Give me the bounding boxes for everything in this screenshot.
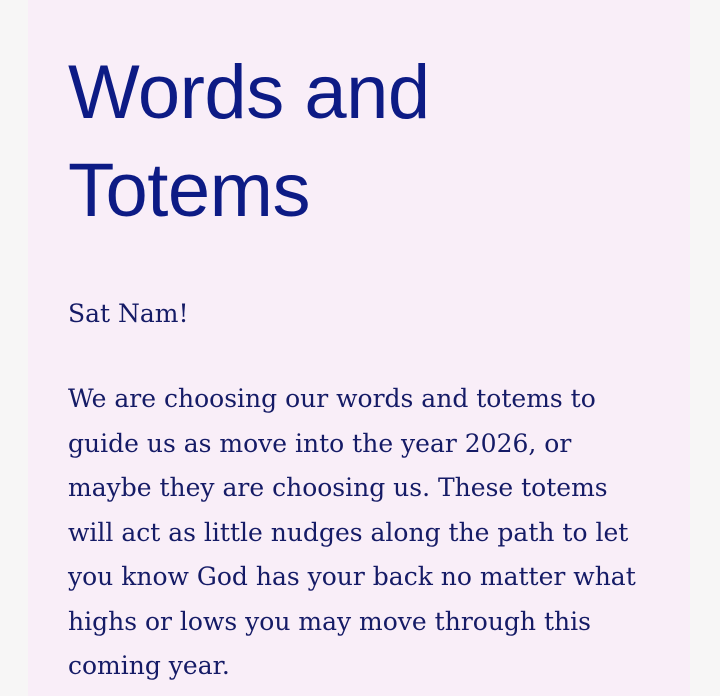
article-body: [68, 377, 658, 689]
body-line-2: guide us as move into the year 2026, or: [68, 428, 572, 458]
article-content: [68, 44, 668, 689]
article-title-line-1: Words and: [68, 50, 430, 135]
body-line-6: highs or lows you may move through this: [68, 606, 591, 636]
body-line-5: you know God has your back no matter what: [68, 562, 636, 591]
article-title-line-2: Totems: [68, 148, 310, 233]
body-line-1: We are choosing our words and totems to: [68, 384, 596, 413]
greeting-text: Sat Nam!: [68, 299, 189, 328]
body-line-3: maybe they are choosing us. These totems: [68, 473, 608, 502]
body-line-7: coming year.: [68, 651, 230, 680]
article-title: [68, 44, 668, 240]
article-card: [28, 0, 690, 696]
body-line-4: will act as little nudges along the path to let: [68, 517, 629, 547]
